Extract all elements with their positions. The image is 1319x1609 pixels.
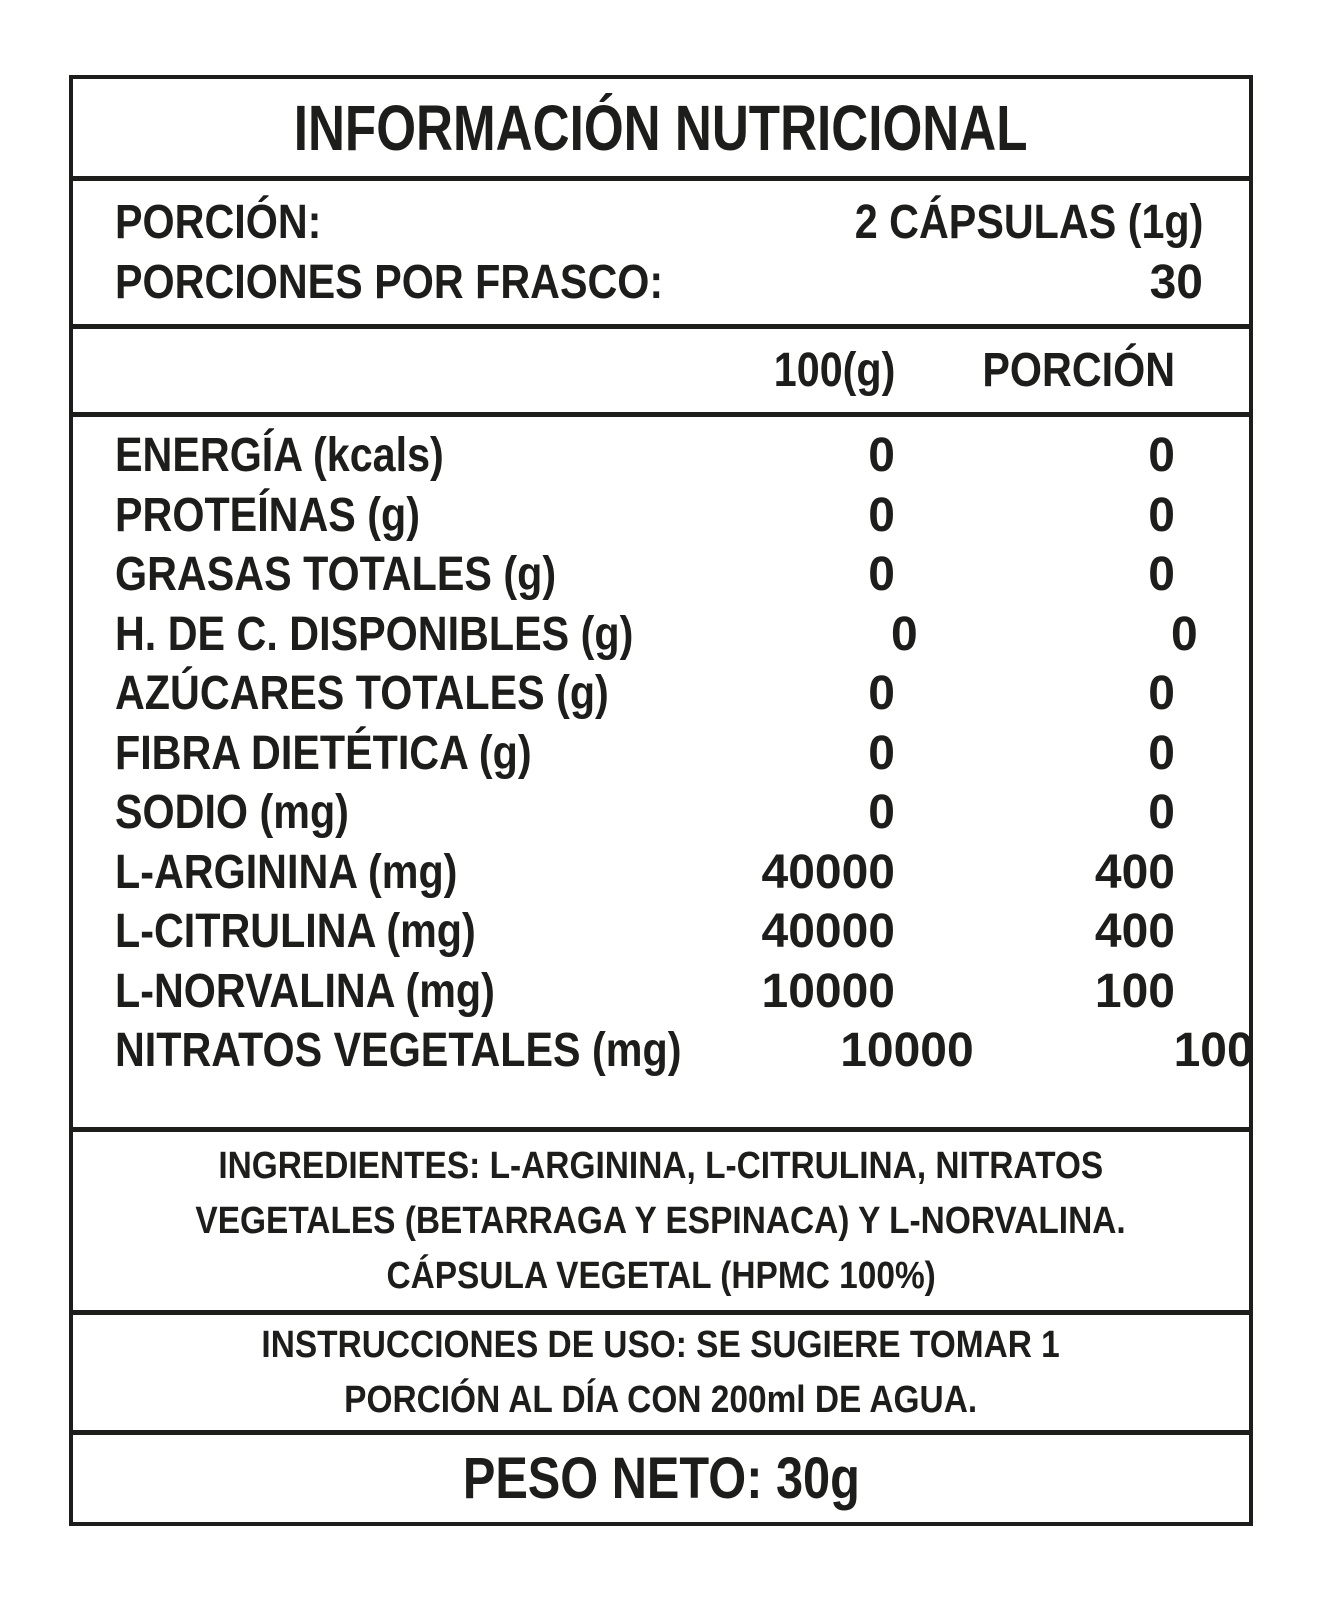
column-headers-row — [73, 343, 1249, 398]
nutrient-portion: 0 — [1148, 786, 1175, 840]
ingredients-section — [73, 1132, 1249, 1315]
table-row — [73, 962, 1249, 1022]
nutrient-label: ENERGÍA (kcals) — [115, 429, 444, 483]
nutrient-label: L-NORVALINA (mg) — [115, 964, 495, 1018]
serving-size-value: 2 CÁPSULAS (1g) — [854, 196, 1203, 249]
ingredients-line-text: INGREDIENTES: L-ARGININA, L-CITRULINA, NITRATOS — [218, 1144, 1104, 1187]
nutrient-per100: 0 — [868, 548, 895, 602]
nutrient-portion: 400 — [1094, 845, 1175, 899]
servings-per-container-value: 30 — [1149, 256, 1203, 309]
nutrient-per100: 0 — [868, 667, 895, 721]
nutrient-portion: 400 — [1094, 905, 1175, 959]
serving-row — [115, 253, 1203, 313]
nutrient-per100: 40000 — [761, 905, 895, 959]
instructions-line-text: INSTRUCCIONES DE USO: SE SUGIERE TOMAR 1 — [261, 1323, 1061, 1366]
nutrient-per100: 10000 — [840, 1024, 974, 1078]
nutrient-label: H. DE C. DISPONIBLES (g) — [115, 607, 634, 661]
table-row — [73, 486, 1249, 546]
servings-per-container-label: PORCIONES POR FRASCO: — [115, 256, 664, 309]
nutrient-label: NITRATOS VEGETALES (mg) — [115, 1024, 682, 1078]
nutrients-section — [73, 417, 1254, 1132]
nutrient-label: L-CITRULINA (mg) — [115, 905, 476, 959]
table-row — [73, 843, 1249, 903]
column-headers-section — [73, 329, 1249, 417]
serving-row — [115, 193, 1203, 253]
table-row — [73, 605, 1249, 665]
nutrient-per100: 0 — [868, 726, 895, 780]
nutrient-per100: 40000 — [761, 845, 895, 899]
ingredients-line-text: VEGETALES (BETARRAGA Y ESPINACA) Y L-NORVALINA. — [195, 1199, 1127, 1242]
nutrient-portion: 0 — [1148, 548, 1175, 602]
nutrient-label: FIBRA DIETÉTICA (g) — [115, 726, 532, 780]
nutrient-per100: 0 — [868, 786, 895, 840]
table-row — [73, 426, 1249, 486]
table-row — [73, 902, 1249, 962]
label-title-section — [73, 79, 1249, 181]
nutrient-portion: 100 — [1173, 1024, 1254, 1078]
nutrient-per100: 10000 — [761, 964, 895, 1018]
ingredients-line-text: CÁPSULA VEGETAL (HPMC 100%) — [386, 1254, 936, 1297]
nutrient-portion: 100 — [1094, 964, 1175, 1018]
nutrient-label: GRASAS TOTALES (g) — [115, 548, 557, 602]
net-weight-section — [73, 1435, 1249, 1522]
nutrient-portion: 0 — [1148, 726, 1175, 780]
nutrient-label: PROTEÍNAS (g) — [115, 488, 421, 542]
nutrient-label: L-ARGININA (mg) — [115, 845, 458, 899]
nutrient-label: SODIO (mg) — [115, 786, 349, 840]
serving-size-label: PORCIÓN: — [115, 196, 322, 249]
table-row — [73, 724, 1249, 784]
nutrient-portion: 0 — [1171, 607, 1198, 661]
nutrient-portion: 0 — [1148, 429, 1175, 483]
instructions-line — [73, 1318, 1249, 1373]
instructions-line-text: PORCIÓN AL DÍA CON 200ml DE AGUA. — [344, 1378, 978, 1421]
nutrient-per100: 0 — [891, 607, 918, 661]
ingredients-line — [73, 1194, 1249, 1249]
table-row — [73, 545, 1249, 605]
ingredients-line — [73, 1249, 1249, 1304]
table-row — [73, 1021, 1254, 1081]
instructions-section — [73, 1315, 1249, 1435]
label-title: INFORMACIÓN NUTRICIONAL — [294, 91, 1028, 164]
table-row — [73, 664, 1249, 724]
column-header-per100: 100(g) — [773, 344, 895, 397]
table-row — [73, 783, 1249, 843]
nutrition-label-box — [69, 75, 1253, 1526]
nutrient-portion: 0 — [1148, 488, 1175, 542]
ingredients-line — [73, 1139, 1249, 1194]
net-weight-text: PESO NETO: 30g — [462, 1446, 860, 1511]
column-header-portion: PORCIÓN — [982, 344, 1175, 397]
nutrient-per100: 0 — [868, 429, 895, 483]
nutrient-label: AZÚCARES TOTALES (g) — [115, 667, 609, 721]
serving-section — [73, 181, 1249, 329]
nutrient-portion: 0 — [1148, 667, 1175, 721]
nutrient-per100: 0 — [868, 488, 895, 542]
instructions-line — [73, 1373, 1249, 1428]
